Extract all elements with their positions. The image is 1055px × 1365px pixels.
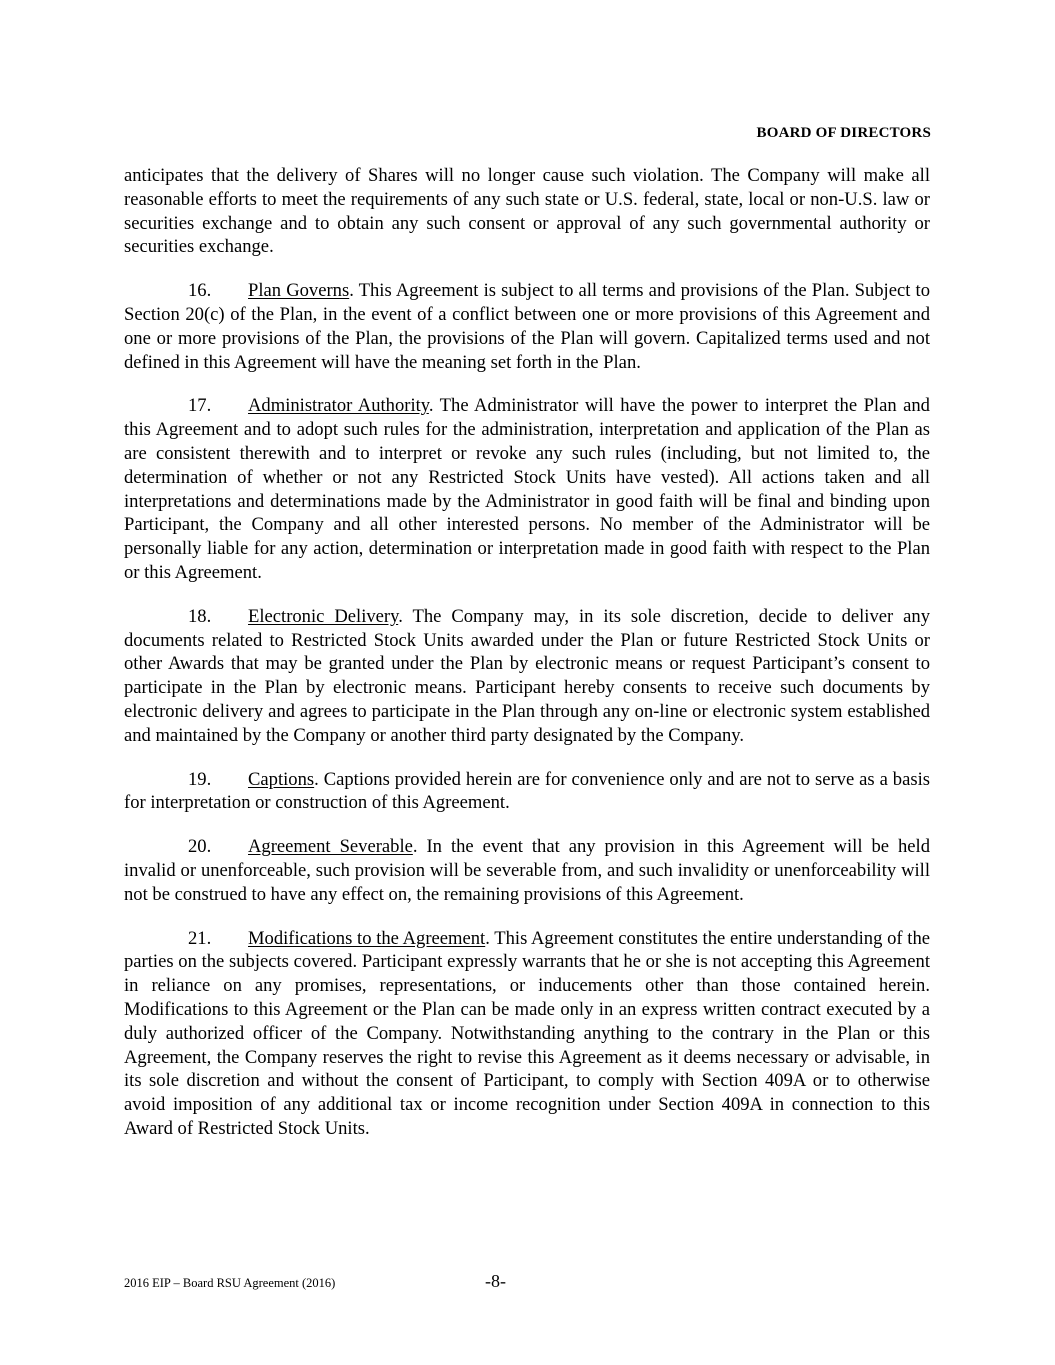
section-21 <box>124 927 930 1141</box>
section-text: . This Agreement constitutes the entire understanding of the parties on the subjects covered. Participant expressly warrants that he or she is not accepting this Agreement in reliance on any promises, representations, or inducements other than those contained herein. Modifications to this Agreement or the Plan can be made only in an express written contract executed by a duly authorized officer of the Company. Notwithstanding anything to the contrary in the Plan or this Agreement, the Company reserves the right to revise this Agreement as it deems necessary or advisable, in its sole discretion and without the consent of Participant, to comply with Section 409A or to otherwise avoid imposition of any additional tax or income recognition under Section 409A in connection to this Award of Restricted Stock Units. <box>124 927 930 1139</box>
section-19 <box>124 768 930 816</box>
document-body <box>124 164 930 1161</box>
page-number: -8- <box>485 1271 506 1291</box>
section-title: Agreement Severable <box>248 836 413 858</box>
section-20 <box>124 835 930 906</box>
footer-document-name: 2016 EIP – Board RSU Agreement (2016) <box>124 1276 336 1290</box>
section-16 <box>124 279 930 374</box>
section-number: 16. <box>188 280 212 302</box>
section-title: Plan Governs <box>248 280 350 302</box>
section-number: 21. <box>188 927 212 949</box>
section-title: Administrator Authority <box>248 395 429 417</box>
section-number: 20. <box>188 836 212 858</box>
section-number: 17. <box>188 395 212 417</box>
section-title: Modifications to the Agreement <box>248 927 486 949</box>
section-text: . In the event that any provision in this Agreement will be held invalid or unenforceable, such provision will be severable from, and such invalidity or unenforceability will not be construed to have any effect on, the remaining provisions of this Agreement. <box>124 836 930 905</box>
section-text: . Captions provided herein are for convenience only and are not to serve as a basis for interpretation or construction of this Agreement. <box>124 768 930 814</box>
section-18 <box>124 605 930 748</box>
continuation-paragraph: anticipates that the delivery of Shares will no longer cause such violation. The Company will make all reasonable efforts to meet the requirements of any such state or U.S. federal, state, local or non-U.S. law or securities exchange and to obtain any such consent or approval of any such governmental authority or securities exchange. <box>124 165 930 258</box>
section-text: . The Administrator will have the power to interpret the Plan and this Agreement and to adopt such rules for the administration, interpretation and application of the Plan as are consistent therewith and to interpret or revoke any such rules (including, but not limited to, the determination of whether or not any Restricted Stock Units have vested). All actions taken and all interpretations and determinations made by the Administrator in good faith will be final and binding upon Participant, the Company and all other interested persons. No member of the Administrator will be personally liable for any action, determination or interpretation made in good faith with respect to the Plan or this Agreement. <box>124 395 930 583</box>
section-title: Electronic Delivery <box>248 605 399 627</box>
section-text: . The Company may, in its sole discretion, decide to deliver any documents related to Restricted Stock Units awarded under the Plan or future Restricted Stock Units or other Awards that may be granted under the Plan by electronic means or request Participant’s consent to participate in the Plan by electronic means. Participant hereby consents to receive such documents by electronic delivery and agrees to participate in the Plan through any on-line or electronic system established and maintained by the Company or another third party designated by the Company. <box>124 605 930 746</box>
section-number: 19. <box>188 768 212 790</box>
section-17 <box>124 394 930 584</box>
section-text: . This Agreement is subject to all terms and provisions of the Plan. Subject to Section 20(c) of the Plan, in the event of a conflict between one or more provisions of this Agreement and one or more provisions of the Plan, the provisions of the Plan will govern. Capitalized terms used and not defined in this Agreement will have the meaning set forth in the Plan. <box>124 280 930 373</box>
section-number: 18. <box>188 605 212 627</box>
section-title: Captions <box>248 768 315 790</box>
page-header: BOARD OF DIRECTORS <box>756 125 931 141</box>
